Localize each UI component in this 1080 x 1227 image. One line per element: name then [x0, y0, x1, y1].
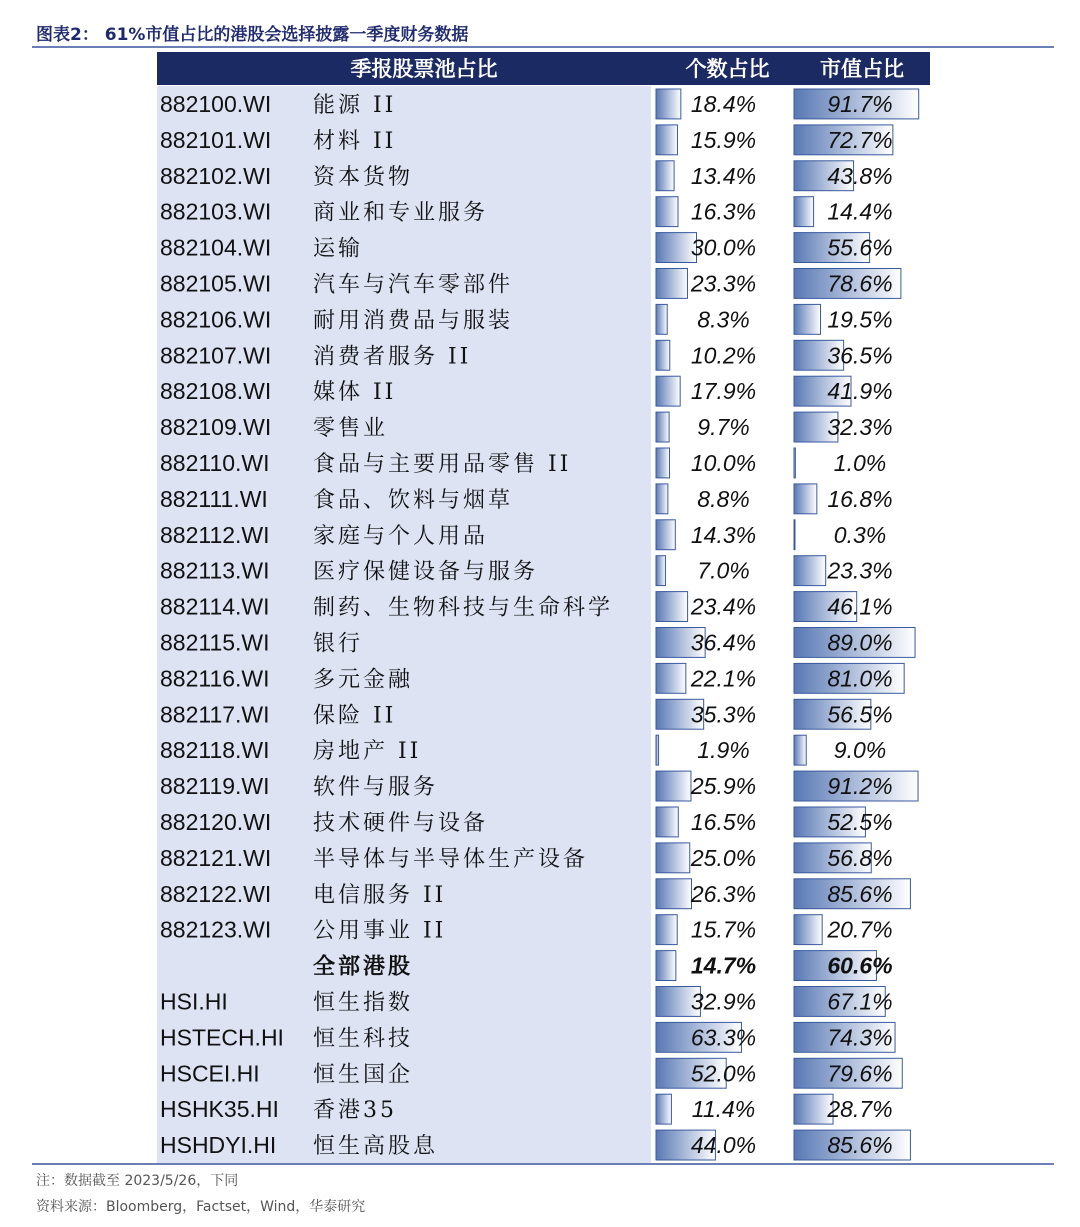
row-code: HSHDYI.HI — [160, 1132, 277, 1159]
count-value: 22.1% — [690, 665, 757, 692]
column-header: 个数占比 — [685, 57, 770, 81]
row-code: 882113.WI — [160, 557, 270, 584]
cap-value: 67.1% — [827, 988, 893, 1015]
cap-value: 41.9% — [827, 378, 893, 405]
count-bar — [656, 412, 669, 442]
count-value: 1.9% — [697, 737, 750, 764]
row-code: 882118.WI — [160, 737, 270, 764]
row-name: 多元金融 — [313, 667, 414, 693]
cap-value: 28.7% — [827, 1096, 893, 1123]
row-code: 882119.WI — [160, 773, 270, 800]
row-code: 882101.WI — [160, 126, 272, 153]
cap-value: 9.0% — [833, 737, 887, 764]
cap-bar — [794, 484, 817, 514]
cap-value: 60.6% — [827, 952, 893, 979]
cap-value: 78.6% — [827, 270, 893, 297]
row-code: 882122.WI — [160, 880, 272, 907]
cap-bar — [794, 448, 795, 478]
cap-value: 1.0% — [833, 449, 887, 476]
count-bar — [656, 340, 670, 370]
count-value: 25.0% — [690, 844, 757, 871]
row-name: 房地产 II — [313, 739, 422, 765]
row-name: 恒生科技 — [313, 1026, 414, 1052]
count-value: 15.9% — [690, 126, 757, 153]
count-value: 11.4% — [691, 1096, 756, 1123]
row-code: 882117.WI — [160, 701, 270, 728]
row-name: 恒生指数 — [313, 990, 414, 1016]
row-name: 全部港股 — [313, 953, 414, 980]
cap-value: 91.2% — [827, 773, 893, 800]
cap-value: 81.0% — [827, 665, 893, 692]
count-value: 44.0% — [690, 1132, 757, 1159]
cap-value: 20.7% — [827, 916, 893, 943]
count-bar — [656, 843, 690, 873]
row-code: 882120.WI — [160, 808, 272, 835]
row-name: 香港35 — [313, 1098, 397, 1124]
count-bar — [656, 556, 665, 586]
row-name: 食品、饮料与烟草 — [313, 487, 514, 513]
cap-value: 16.8% — [827, 485, 893, 512]
cap-value: 74.3% — [827, 1024, 893, 1051]
count-bar — [656, 1094, 671, 1124]
cap-value: 0.3% — [833, 521, 887, 548]
count-value: 7.0% — [697, 557, 750, 584]
count-bar — [656, 304, 667, 334]
row-code: 882108.WI — [160, 378, 272, 405]
row-code: HSTECH.HI — [160, 1024, 284, 1051]
cap-bar — [794, 915, 822, 945]
cap-value: 91.7% — [827, 90, 893, 117]
row-name: 耐用消费品与服装 — [313, 308, 514, 334]
count-bar — [656, 807, 678, 837]
count-bar — [656, 915, 677, 945]
column-header: 市值占比 — [820, 57, 904, 81]
count-value: 10.2% — [690, 342, 757, 369]
cap-value: 23.3% — [827, 557, 893, 584]
row-name: 商业和专业服务 — [313, 200, 489, 226]
row-code: HSI.HI — [160, 988, 228, 1015]
row-code: 882121.WI — [160, 844, 272, 871]
cap-value: 85.6% — [827, 880, 893, 907]
count-value: 26.3% — [690, 880, 757, 907]
cap-value: 56.8% — [827, 844, 893, 871]
row-name: 资本货物 — [313, 164, 414, 190]
source-note: 资料来源：Bloomberg，Factset，Wind，华泰研究 — [36, 1199, 366, 1215]
count-value: 13.4% — [690, 162, 757, 189]
count-value: 16.3% — [690, 198, 757, 225]
row-code: 882104.WI — [160, 234, 272, 261]
row-name: 恒生高股息 — [313, 1134, 439, 1160]
cap-value: 85.6% — [827, 1132, 893, 1159]
row-name: 能源 II — [313, 92, 397, 118]
count-bar — [656, 448, 670, 478]
cap-value: 55.6% — [827, 234, 893, 261]
count-value: 14.7% — [690, 952, 757, 979]
count-value: 25.9% — [690, 773, 757, 800]
row-code: 882111.WI — [160, 485, 268, 512]
row-code: 882102.WI — [160, 162, 272, 189]
cap-bar — [794, 520, 795, 550]
row-code: 882107.WI — [160, 342, 272, 369]
count-value: 23.3% — [690, 270, 757, 297]
count-bar — [656, 951, 676, 981]
count-value: 17.9% — [690, 378, 757, 405]
row-name: 制药、生物科技与生命科学 — [313, 595, 614, 621]
cap-value: 32.3% — [827, 414, 893, 441]
count-value: 32.9% — [690, 988, 757, 1015]
count-value: 63.3% — [690, 1024, 757, 1051]
count-value: 18.4% — [690, 90, 757, 117]
count-value: 16.5% — [690, 808, 757, 835]
cap-value: 79.6% — [827, 1060, 893, 1087]
header-bar — [157, 52, 930, 85]
count-bar — [656, 520, 675, 550]
row-name: 零售业 — [313, 416, 389, 442]
count-bar — [656, 125, 677, 155]
row-name: 汽车与汽车零部件 — [313, 272, 514, 298]
row-name: 消费者服务 II — [313, 344, 472, 370]
row-code: 882109.WI — [160, 414, 272, 441]
row-code: 882106.WI — [160, 306, 272, 333]
count-value: 8.3% — [697, 306, 750, 333]
row-name: 技术硬件与设备 — [313, 810, 489, 836]
row-code: 882114.WI — [160, 593, 270, 620]
footer-rule — [32, 1163, 1054, 1165]
row-name: 医疗保健设备与服务 — [313, 559, 539, 585]
row-code: 882123.WI — [160, 916, 272, 943]
row-code: 882105.WI — [160, 270, 272, 297]
count-value: 14.3% — [690, 521, 757, 548]
count-bar — [656, 269, 687, 299]
row-name: 保险 II — [313, 703, 397, 729]
count-value: 36.4% — [690, 629, 757, 656]
cap-value: 56.5% — [827, 701, 893, 728]
count-value: 52.0% — [690, 1060, 757, 1087]
row-name: 食品与主要用品零售 II — [313, 451, 572, 477]
cap-value: 89.0% — [827, 629, 893, 656]
cap-value: 43.8% — [827, 162, 893, 189]
row-code: 882110.WI — [160, 449, 270, 476]
cap-value: 72.7% — [827, 126, 893, 153]
row-name: 家庭与个人用品 — [313, 523, 489, 549]
row-name: 银行 — [313, 631, 364, 657]
column-header: 季报股票池占比 — [350, 57, 498, 81]
row-name: 运输 — [313, 236, 364, 262]
row-code: 882115.WI — [160, 629, 270, 656]
row-code: 882112.WI — [160, 521, 270, 548]
row-name: 材料 II — [313, 128, 397, 154]
count-bar — [656, 663, 686, 693]
cap-value: 46.1% — [827, 593, 893, 620]
cap-value: 36.5% — [827, 342, 893, 369]
count-bar — [656, 161, 674, 191]
row-name: 半导体与半导体生产设备 — [313, 846, 589, 872]
count-value: 8.8% — [697, 485, 750, 512]
count-value: 23.4% — [690, 593, 757, 620]
count-value: 9.7% — [697, 414, 750, 441]
count-bar — [656, 771, 691, 801]
count-bar — [656, 592, 688, 622]
row-code: HSCEI.HI — [160, 1060, 260, 1087]
row-name: 电信服务 II — [313, 882, 447, 908]
row-name: 恒生国企 — [313, 1062, 414, 1088]
cap-value: 52.5% — [827, 808, 893, 835]
figure-title: 图表2： 61%市值占比的港股会选择披露一季度财务数据 — [36, 25, 469, 45]
count-value: 10.0% — [690, 449, 757, 476]
count-value: 15.7% — [690, 916, 757, 943]
row-code: HSHK35.HI — [160, 1096, 279, 1123]
count-bar — [656, 879, 692, 909]
count-bar — [656, 484, 668, 514]
cap-bar — [794, 735, 806, 765]
count-bar — [656, 376, 680, 406]
row-code: 882103.WI — [160, 198, 272, 225]
row-name: 媒体 II — [313, 380, 397, 406]
row-name: 公用事业 II — [313, 918, 447, 944]
cap-value: 14.4% — [827, 198, 893, 225]
row-code: 882116.WI — [160, 665, 270, 692]
count-bar — [656, 735, 659, 765]
cap-value: 19.5% — [827, 306, 893, 333]
count-value: 30.0% — [690, 234, 757, 261]
row-name: 软件与服务 — [313, 775, 439, 801]
row-code: 882100.WI — [160, 90, 272, 117]
count-bar — [656, 89, 681, 119]
count-bar — [656, 197, 678, 227]
cap-bar — [794, 197, 814, 227]
count-value: 35.3% — [690, 701, 757, 728]
cap-bar — [794, 304, 821, 334]
data-note: 注：数据截至 2023/5/26，下同 — [36, 1173, 239, 1189]
cap-bar — [794, 556, 826, 586]
